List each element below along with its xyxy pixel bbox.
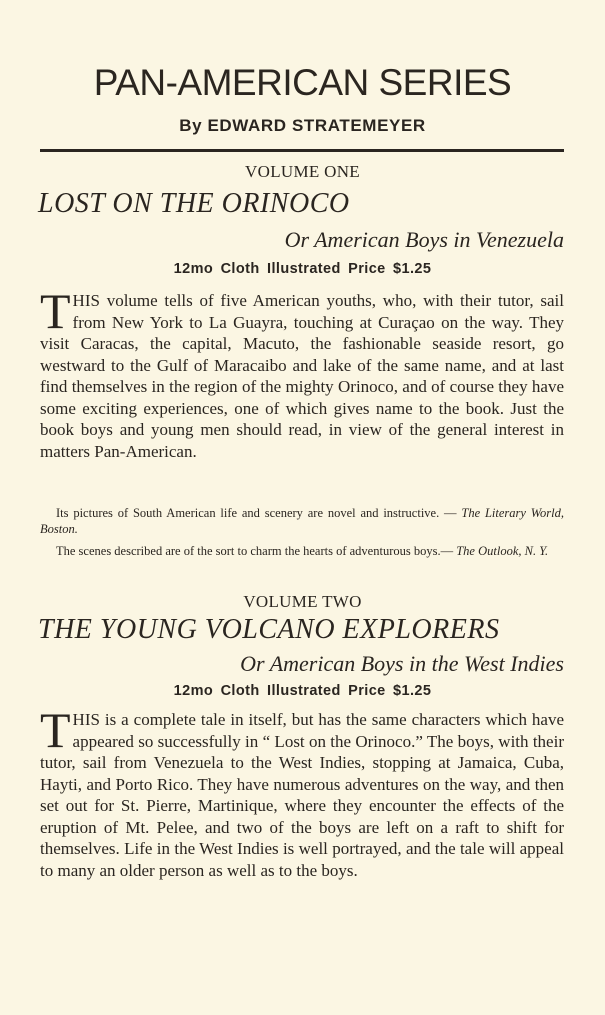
review-source: The Outlook, N. Y. (456, 544, 549, 558)
description-text: HIS is a complete tale in itself, but has the same characters which have appeared so successfully in “ Lost on the Orinoco.” The boys, with their tutor, sail from Venezuela to the West Indies, stopping at Jamaica, Cuba, Hayti, and Porto Rico. They have numerous adventures on the way, and then set out for St. Pierre, Martinique, where they encounter the effects of the eruption of Mt. Pelee, and two of the boys are left on a raft to shift for themselves. Life in the West Indies is well portrayed, and the tale will appeal to many an older person as well as to the boys. (40, 710, 564, 880)
author-line: By EDWARD STRATEMEYER (179, 116, 426, 135)
volume-two-label: VOLUME TWO (243, 592, 362, 611)
volume-one-label: VOLUME ONE (245, 162, 360, 181)
volume-one-description (40, 283, 564, 462)
description-text: HIS volume tells of five American youths, who, with their tutor, sail from New York to La Guayra, touching at Curaçao on the way. They visit Caracas, the capital, Macuto, the fashionable seaside resort, go westward to the Gulf of Maracaibo and lake of the same name, and at last find themselves in the region of the mighty Orinoco, and of course they have some exciting experiences, one of which gives name to the book. Just the book boys and young men should read, in view of the general interest in matters Pan-American. (40, 291, 564, 461)
header-rule (40, 149, 564, 152)
review-quote (40, 506, 564, 537)
volume-two-subtitle: Or American Boys in the West Indies (240, 651, 564, 676)
series-title: PAN-AMERICAN SERIES (93, 62, 512, 103)
volume-one-title: LOST ON THE ORINOCO (38, 188, 350, 219)
volume-two-description (40, 702, 564, 881)
volume-two-title: THE YOUNG VOLCANO EXPLORERS (38, 614, 500, 645)
review-text: Its pictures of South American life and scenery are novel and instructive. — (56, 506, 462, 520)
review-text: The scenes described are of the sort to charm the hearts of adventurous boys.— (56, 544, 457, 558)
dropcap: T (40, 283, 71, 339)
review-source: The Literary World, Boston. (40, 506, 565, 536)
volume-one-details: 12mo Cloth Illustrated Price $1.25 (173, 261, 432, 277)
volume-two-details: 12mo Cloth Illustrated Price $1.25 (173, 683, 432, 699)
volume-one-subtitle: Or American Boys in Venezuela (284, 227, 564, 252)
dropcap: T (40, 702, 71, 758)
review-quote (40, 544, 564, 560)
